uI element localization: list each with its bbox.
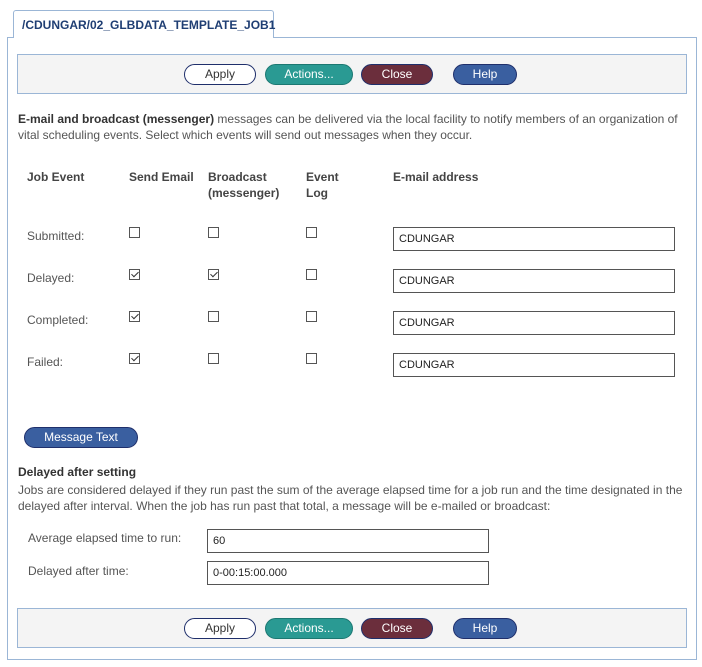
top-toolbar: [17, 54, 687, 94]
delayed-section-description: Jobs are considered delayed if they run past the sum of the average elapsed time for a job run and the time designated in the delayed after interval. When the job has run past that total, a message will be e-mailed or broadcast:: [18, 483, 683, 513]
header-event-log: [306, 169, 339, 201]
completed-event-log-checkbox[interactable]: [306, 311, 317, 322]
intro-text: [18, 111, 688, 143]
close-button[interactable]: Close: [361, 64, 433, 85]
job-tab[interactable]: [13, 10, 274, 38]
close-button-bottom[interactable]: Close: [361, 618, 433, 639]
avg-elapsed-input[interactable]: [207, 529, 489, 553]
row-label-failed: Failed:: [27, 355, 64, 369]
actions-button[interactable]: Actions...: [265, 64, 353, 85]
bottom-toolbar: [17, 608, 687, 648]
submitted-email-input[interactable]: [393, 227, 675, 251]
row-label-completed: Completed:: [27, 313, 89, 327]
intro-bold: E-mail and broadcast (messenger): [18, 112, 215, 126]
avg-elapsed-label: Average elapsed time to run:: [28, 531, 182, 545]
header-send-email: Send Email: [129, 170, 194, 184]
delayed-after-label: Delayed after time:: [28, 564, 129, 578]
message-text-button[interactable]: Message Text: [24, 427, 138, 448]
delayed-email-input[interactable]: [393, 269, 675, 293]
delayed-send-email-checkbox[interactable]: [129, 269, 140, 280]
completed-email-input[interactable]: [393, 311, 675, 335]
help-button-bottom[interactable]: Help: [453, 618, 517, 639]
actions-button-bottom[interactable]: Actions...: [265, 618, 353, 639]
header-event-log-line1: Event: [306, 170, 339, 184]
submitted-event-log-checkbox[interactable]: [306, 227, 317, 238]
header-job-event: Job Event: [27, 170, 85, 184]
notification-panel: [7, 37, 697, 660]
completed-broadcast-checkbox[interactable]: [208, 311, 219, 322]
apply-button[interactable]: Apply: [184, 64, 256, 85]
failed-email-input[interactable]: [393, 353, 675, 377]
failed-send-email-checkbox[interactable]: [129, 353, 140, 364]
apply-button-bottom[interactable]: Apply: [184, 618, 256, 639]
row-label-submitted: Submitted:: [27, 229, 85, 243]
header-event-log-line2: Log: [306, 186, 328, 200]
delayed-section-title: Delayed after setting: [18, 465, 137, 479]
header-broadcast: [208, 169, 279, 201]
delayed-after-input[interactable]: [207, 561, 489, 585]
help-button[interactable]: Help: [453, 64, 517, 85]
delayed-event-log-checkbox[interactable]: [306, 269, 317, 280]
header-email-address: E-mail address: [393, 170, 479, 184]
failed-broadcast-checkbox[interactable]: [208, 353, 219, 364]
delayed-broadcast-checkbox[interactable]: [208, 269, 219, 280]
intro-rest: messages can be delivered via the local facility to notify members of an organization of vital scheduling events. Select which events will send out messages when they occur.: [18, 112, 678, 142]
failed-event-log-checkbox[interactable]: [306, 353, 317, 364]
header-broadcast-line2: (messenger): [208, 186, 280, 200]
submitted-send-email-checkbox[interactable]: [129, 227, 140, 238]
job-tab-title: /CDUNGAR/02_GLBDATA_TEMPLATE_JOB1: [22, 18, 276, 32]
submitted-broadcast-checkbox[interactable]: [208, 227, 219, 238]
completed-send-email-checkbox[interactable]: [129, 311, 140, 322]
header-broadcast-line1: Broadcast: [208, 170, 267, 184]
row-label-delayed: Delayed:: [27, 271, 75, 285]
